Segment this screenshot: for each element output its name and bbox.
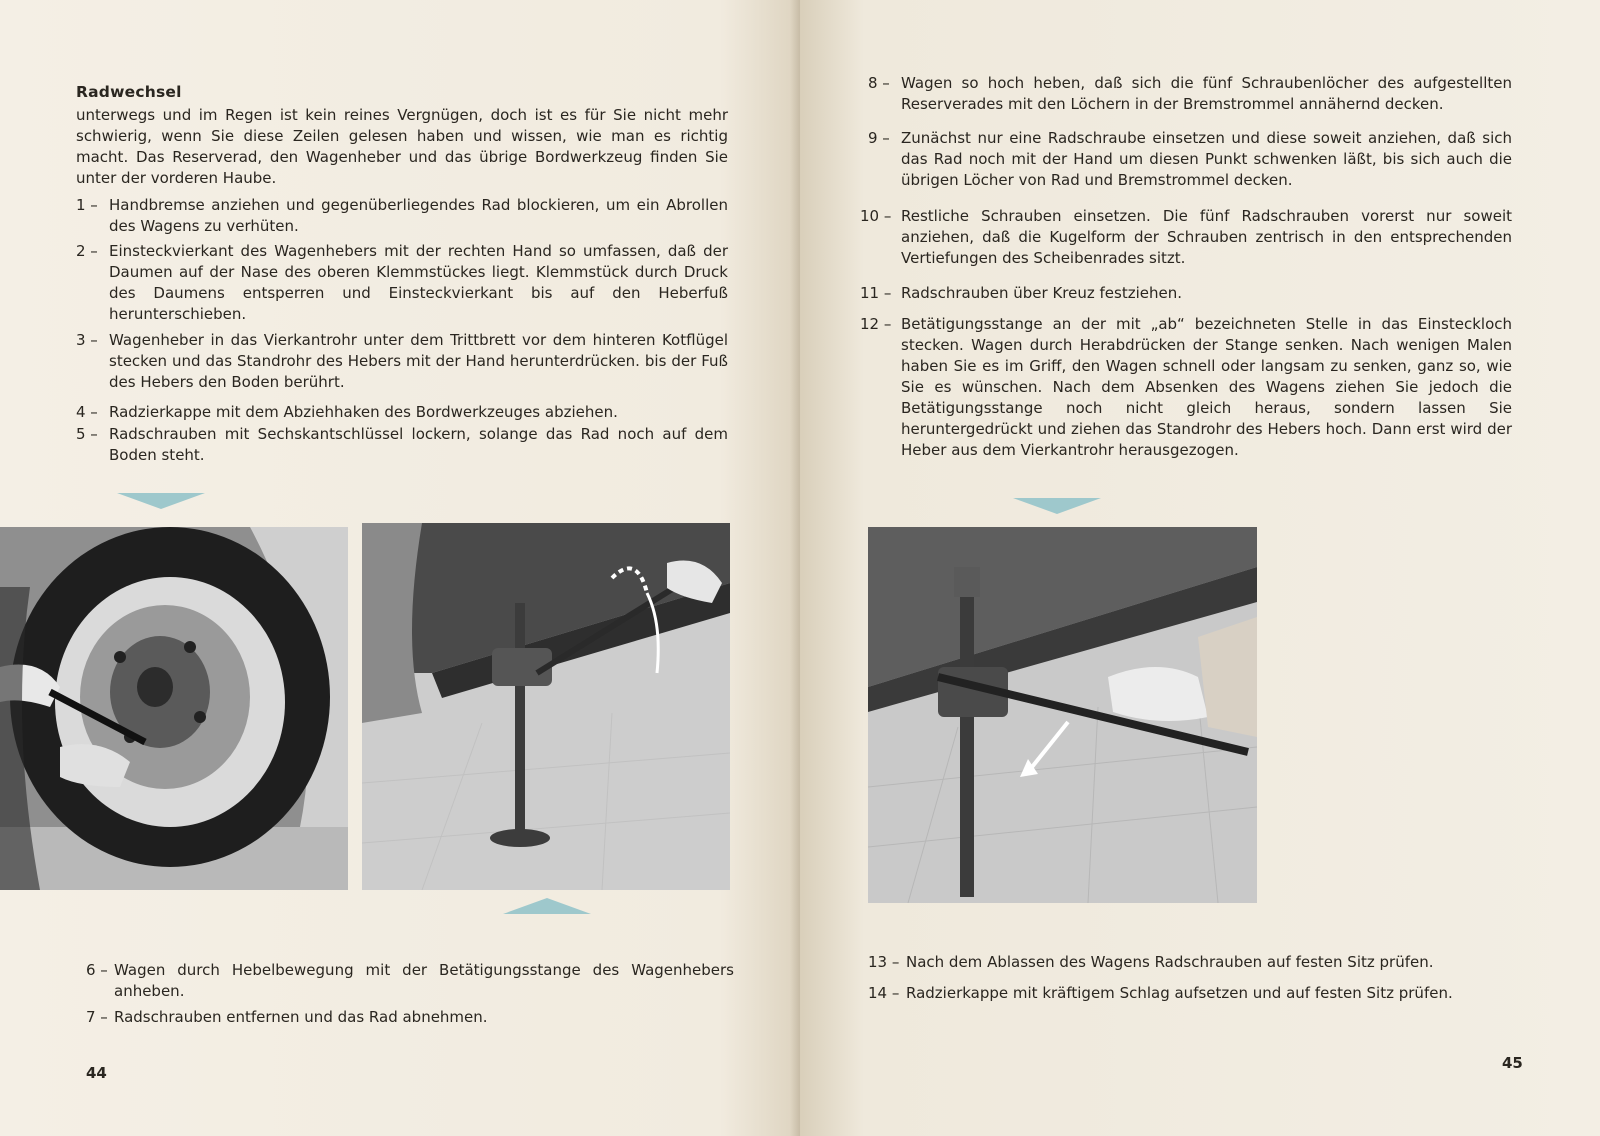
step-text: Radzierkappe mit kräftigem Schlag aufsetzen und auf festen Sitz prüfen. (906, 984, 1453, 1002)
section-heading: Radwechsel (76, 83, 182, 101)
arrow-down-icon (117, 493, 205, 509)
step-7 (86, 1007, 734, 1028)
step-number: 6 – (86, 961, 108, 979)
step-text: Radschrauben entfernen und das Rad abnehmen. (114, 1008, 488, 1026)
intro-paragraph: unterwegs und im Regen ist kein reines Vergnügen, doch ist es für Sie nicht mehr schwierig, wenn Sie diese Zeilen gelesen haben und wissen, wie man es richtig macht. Das Reserverad, den Wagenheber und das übrige Bordwerkzeug finden Sie unter der vorderen Haube. (76, 106, 728, 187)
step-number: 14 – (868, 984, 900, 1002)
step-text: Wagen durch Hebelbewegung mit der Betätigungsstange des Wagenhebers anheben. (114, 961, 734, 1000)
step-2 (76, 241, 728, 325)
step-4 (76, 402, 728, 423)
page-number: 44 (86, 1064, 107, 1082)
step-1 (76, 195, 728, 237)
jack-photo (362, 523, 730, 890)
step-number: 8 – (868, 74, 890, 92)
page-number: 45 (1502, 1054, 1523, 1072)
lowering-photo (868, 527, 1257, 903)
step-text: Wagenheber in das Vierkantrohr unter dem Trittbrett vor dem hinteren Kotflügel stecken und das Standrohr des Hebers mit der Hand herunterdrücken. bis der Fuß des Hebers den Boden berührt. (109, 331, 728, 391)
step-text: Zunächst nur eine Radschraube einsetzen und diese soweit anziehen, daß sich das Rad noch mit der Hand um diesen Punkt schwenken läßt, bis sich auch die übrigen Löcher von Rad und Bremstrommel decken. (901, 129, 1512, 189)
right-page (800, 0, 1600, 1136)
step-number: 1 – (76, 196, 98, 214)
wheel-photo (0, 527, 348, 890)
arrow-up-icon (503, 898, 591, 914)
step-13 (868, 952, 1512, 973)
step-text: Nach dem Ablassen des Wagens Radschrauben auf festen Sitz prüfen. (906, 953, 1434, 971)
step-3 (76, 330, 728, 393)
step-text: Einsteckvierkant des Wagenhebers mit der rechten Hand so umfassen, daß der Daumen auf der Nase des oberen Klemmstückes liegt. Klemmstück durch Druck des Daumens entsperren und Einsteckvierkant bis auf den Heberfuß herunterschieben. (109, 242, 728, 323)
arrow-down-icon (1013, 498, 1101, 514)
step-number: 2 – (76, 242, 98, 260)
step-number: 12 – (860, 315, 892, 333)
step-6 (86, 960, 734, 1002)
step-9 (868, 128, 1512, 191)
step-text: Radzierkappe mit dem Abziehhaken des Bordwerkzeuges abziehen. (109, 403, 618, 421)
step-text: Radschrauben über Kreuz festziehen. (901, 284, 1182, 302)
step-8 (868, 73, 1512, 115)
step-number: 7 – (86, 1008, 108, 1026)
step-text: Handbremse anziehen und gegenüberliegendes Rad blockieren, um ein Abrollen des Wagens zu verhüten. (109, 196, 728, 235)
step-number: 3 – (76, 331, 98, 349)
step-12 (860, 314, 1512, 461)
step-text: Radschrauben mit Sechskantschlüssel lockern, solange das Rad noch auf dem Boden steht. (109, 425, 728, 464)
step-number: 5 – (76, 425, 98, 443)
step-number: 4 – (76, 403, 98, 421)
step-number: 11 – (860, 284, 892, 302)
step-number: 10 – (860, 207, 892, 225)
step-text: Betätigungsstange an der mit „ab“ bezeichneten Stelle in das Einsteckloch stecken. Wagen durch Herabdrücken der Stange senken. Nach wenigen Malen haben Sie es im Griff, den Wagen schnell oder langsam zu senken, ganz so, wie Sie es wünschen. Nach dem Absenken des Wagens ziehen Sie jedoch die Betätigungsstange noch nicht gleich heraus, sondern lassen Sie heruntergedrückt und ziehen das Standrohr des Hebers hoch. Dann erst wird der Heber aus dem Vierkantrohr herausgezogen. (901, 315, 1512, 459)
step-14 (868, 983, 1512, 1004)
step-5 (76, 424, 728, 466)
step-number: 9 – (868, 129, 890, 147)
step-text: Wagen so hoch heben, daß sich die fünf Schraubenlöcher des aufgestellten Reserverades mit den Löchern in der Bremstrommel annähernd decken. (901, 74, 1512, 113)
step-text: Restliche Schrauben einsetzen. Die fünf Radschrauben vorerst nur soweit anziehen, daß die Kugelform der Schrauben zentrisch in den entsprechenden Vertiefungen des Scheibenrades sitzt. (901, 207, 1512, 267)
step-number: 13 – (868, 953, 900, 971)
step-11 (860, 283, 1512, 304)
step-10 (860, 206, 1512, 269)
